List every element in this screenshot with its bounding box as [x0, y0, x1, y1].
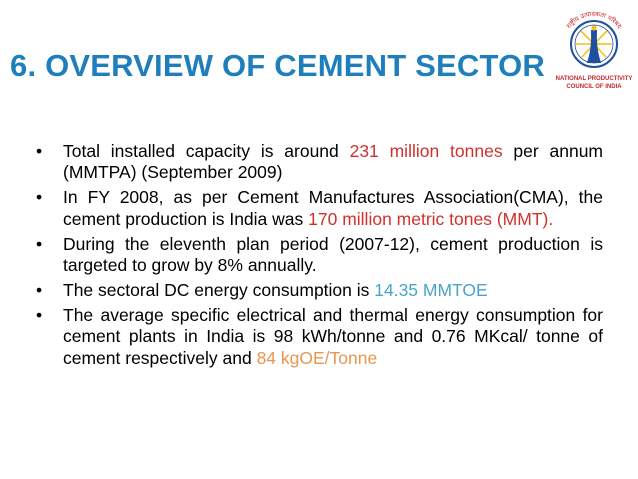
bullet-text: In FY 2008, as per Cement Manufactures Association(CMA), the cement production is India was [63, 187, 603, 229]
bullet-item [36, 187, 603, 230]
bullet-item [36, 305, 603, 369]
bullet-text: Total installed capacity is around [63, 141, 350, 161]
bullet-icon: • [36, 304, 43, 325]
highlight-kgoe: 84 kgOE/Tonne [256, 347, 378, 368]
bullet-text: The average specific electrical and thermal energy consumption for cement plants in India is 98 kWh/tonne and 0.76 MKcal/ tonne of cement respectively and [63, 304, 603, 368]
logo-line-1: NATIONAL PRODUCTIVITY [555, 76, 633, 82]
bullet-text-cont: . [548, 208, 554, 229]
bullet-text: During the eleventh plan period (2007-12), cement production is targeted to grow by 8% annually. [63, 233, 603, 276]
highlight-production: 170 million metric tones (MMT) [308, 208, 549, 229]
logo-hindi-text: राष्ट्रीय उत्पादकता परिषद [564, 9, 624, 30]
highlight-energy: 14.35 MMTOE [374, 279, 488, 300]
bullet-list [36, 141, 603, 373]
bullet-item [36, 280, 603, 301]
logo-line-2: COUNCIL OF INDIA [566, 84, 622, 90]
bullet-item [36, 141, 603, 184]
npc-emblem-icon [548, 0, 638, 100]
npc-logo [548, 0, 638, 100]
highlight-capacity: 231 million tonnes [349, 141, 503, 161]
bullet-icon: • [36, 233, 43, 254]
bullet-text-cont: per annum (MMTPA) (September 2009) [63, 141, 604, 183]
bullet-item [36, 234, 603, 277]
bullet-text: The sectoral DC energy consumption is [63, 279, 375, 300]
bullet-icon: • [36, 187, 43, 208]
bullet-icon: • [36, 141, 43, 161]
bullet-icon: • [36, 279, 43, 300]
slide-title: 6. OVERVIEW OF CEMENT SECTOR [10, 48, 545, 83]
